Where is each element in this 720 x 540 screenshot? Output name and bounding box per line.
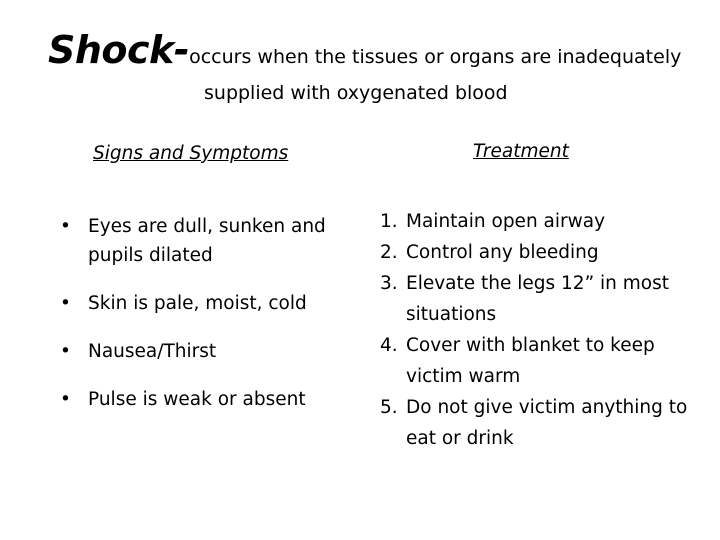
signs-list [60,212,350,433]
title-word: Shock- [48,28,190,72]
bullet-icon: • [60,216,71,237]
list-item [60,289,350,318]
title-definition: occurs when the tissues or organs are inadequately [189,46,682,68]
bullet-icon: • [60,341,71,362]
step-text: Maintain open airway [406,211,606,232]
title-definition-continued: supplied with oxygenated blood [204,82,508,104]
step-number: 1. [380,211,398,232]
step-text: Control any bleeding [406,242,599,263]
list-item [380,392,710,454]
list-item [380,237,710,268]
treatment-list [380,206,710,454]
step-number: 5. [380,397,398,418]
sign-text: Skin is pale, moist, cold [88,293,307,314]
bullet-icon: • [60,293,71,314]
sign-text: Nausea/Thirst [88,341,217,362]
step-number: 4. [380,335,398,356]
bullet-icon: • [60,389,71,410]
sign-text: Eyes are dull, sunken and pupils dilated [88,216,326,266]
step-number: 3. [380,273,398,294]
treatment-heading: Treatment [473,141,569,162]
list-item [380,268,710,330]
slide-title [48,28,681,72]
step-number: 2. [380,242,398,263]
step-text: Cover with blanket to keep victim warm [406,335,655,387]
signs-heading: Signs and Symptoms [93,143,289,164]
step-text: Elevate the legs 12” in most situations [406,273,670,325]
list-item [60,212,350,270]
list-item [60,385,350,414]
list-item [380,206,710,237]
list-item [380,330,710,392]
sign-text: Pulse is weak or absent [88,389,306,410]
step-text: Do not give victim anything to eat or drink [406,397,688,449]
list-item [60,337,350,366]
